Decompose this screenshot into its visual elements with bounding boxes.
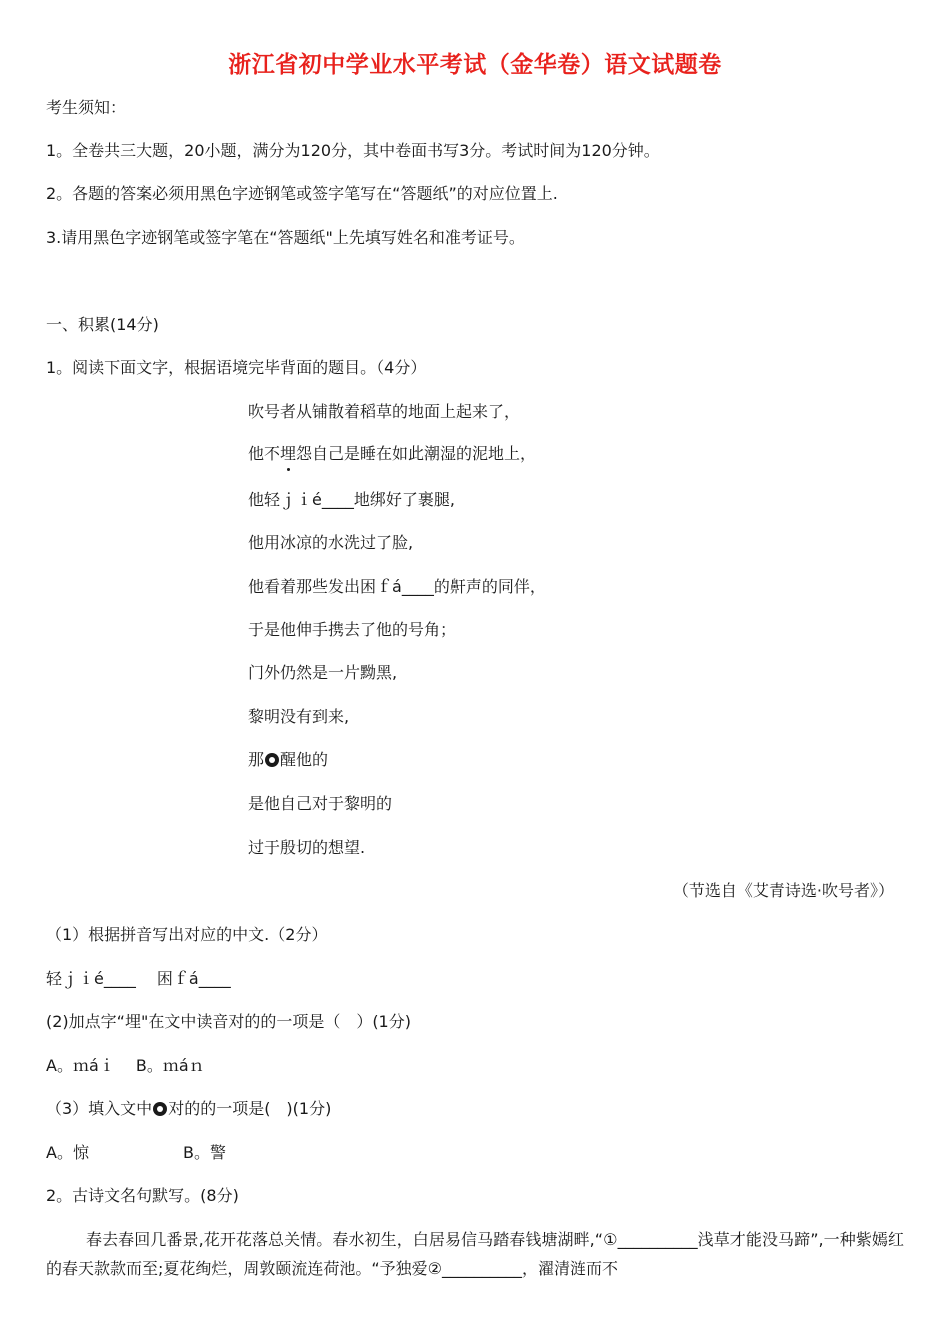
pinyin-text: 他轻ｊｉé bbox=[248, 490, 322, 509]
poem-line bbox=[248, 490, 455, 510]
poem-text: 那 bbox=[248, 750, 265, 769]
poem-line: 于是他伸手携去了他的号角； bbox=[248, 620, 457, 639]
subquestion-3 bbox=[46, 1099, 331, 1119]
poem-line: 是他自己对于黎明的 bbox=[248, 794, 393, 813]
subquestion-2-options: A。ｍáｉ B。ｍáｎ bbox=[46, 1056, 205, 1075]
poem-line bbox=[248, 750, 328, 770]
question-2-passage: 春去春回几番景,花开花落总关情。春水初生，白居易信马踏春钱塘湖畔,“①__________浅草才能没马蹄”,一种紫嫣红的春天款款而至;夏花绚烂，周敦颐流连荷池。“予独爱②__________，濯清涟而不 bbox=[46, 1230, 904, 1278]
blank-circle-icon bbox=[153, 1102, 167, 1116]
notice-heading: 考生须知： bbox=[46, 98, 127, 117]
poem-text: 醒他的 bbox=[280, 750, 329, 769]
poem-text: 他不 bbox=[248, 444, 281, 463]
emphasized-character: 埋 bbox=[280, 444, 297, 463]
poem-line: 黎明没有到来, bbox=[248, 707, 350, 726]
subquestion-text: 对的的一项是( )(1分) bbox=[168, 1099, 332, 1118]
subquestion-text: （3）填入文中 bbox=[46, 1099, 153, 1118]
poem-source: （节选自《艾青诗选·吹号者》） bbox=[672, 881, 894, 900]
poem-text: ____的鼾声的同伴， bbox=[401, 577, 546, 596]
subquestion-3-option-b: B。警 bbox=[183, 1143, 226, 1162]
poem-text: 怨自己是睡在如此潮湿的泥地上， bbox=[296, 444, 537, 463]
section-heading: 一、积累(14分) bbox=[46, 315, 159, 334]
poem-line: 吹号者从铺散着稻草的地面上起来了， bbox=[248, 402, 521, 421]
poem-line: 门外仍然是一片黝黑, bbox=[248, 663, 398, 682]
notice-item-1: 1。全卷共三大题，20小题，满分为120分，其中卷面书写3分。考试时间为120分钟。 bbox=[46, 141, 660, 160]
poem-line bbox=[248, 444, 536, 464]
question-1: 1。阅读下面文字，根据语境完毕背面的题目。（4分） bbox=[46, 358, 427, 377]
question-2: 2。古诗文名句默写。(8分) bbox=[46, 1186, 239, 1205]
subquestion-3-option-a: A。惊 bbox=[46, 1143, 89, 1162]
subquestion-2: (2)加点字“埋"在文中读音对的的一项是（ ）(1分) bbox=[46, 1012, 411, 1031]
poem-line: 过于殷切的想望. bbox=[248, 838, 366, 857]
notice-item-3: 3.请用黑色字迹钢笔或签字笔在“答题纸"上先填写姓名和准考证号。 bbox=[46, 228, 525, 247]
subquestion-1: （1）根据拼音写出对应的中文.（2分） bbox=[46, 925, 328, 944]
pinyin-text: 他看着那些发出困ｆá bbox=[248, 577, 402, 596]
subquestion-1-answer: 轻ｊｉé____ 困ｆá____ bbox=[46, 969, 231, 988]
poem-line: 他用冰凉的水洗过了脸, bbox=[248, 533, 414, 552]
exam-title: 浙江省初中学业水平考试（金华卷）语文试题卷 bbox=[228, 52, 722, 78]
poem-text: ____地绑好了裹腿, bbox=[321, 490, 455, 509]
notice-item-2: 2。各题的答案必须用黑色字迹钢笔或签字笔写在“答题纸”的对应位置上. bbox=[46, 184, 558, 203]
poem-line bbox=[248, 577, 546, 597]
blank-circle-icon bbox=[265, 753, 279, 767]
